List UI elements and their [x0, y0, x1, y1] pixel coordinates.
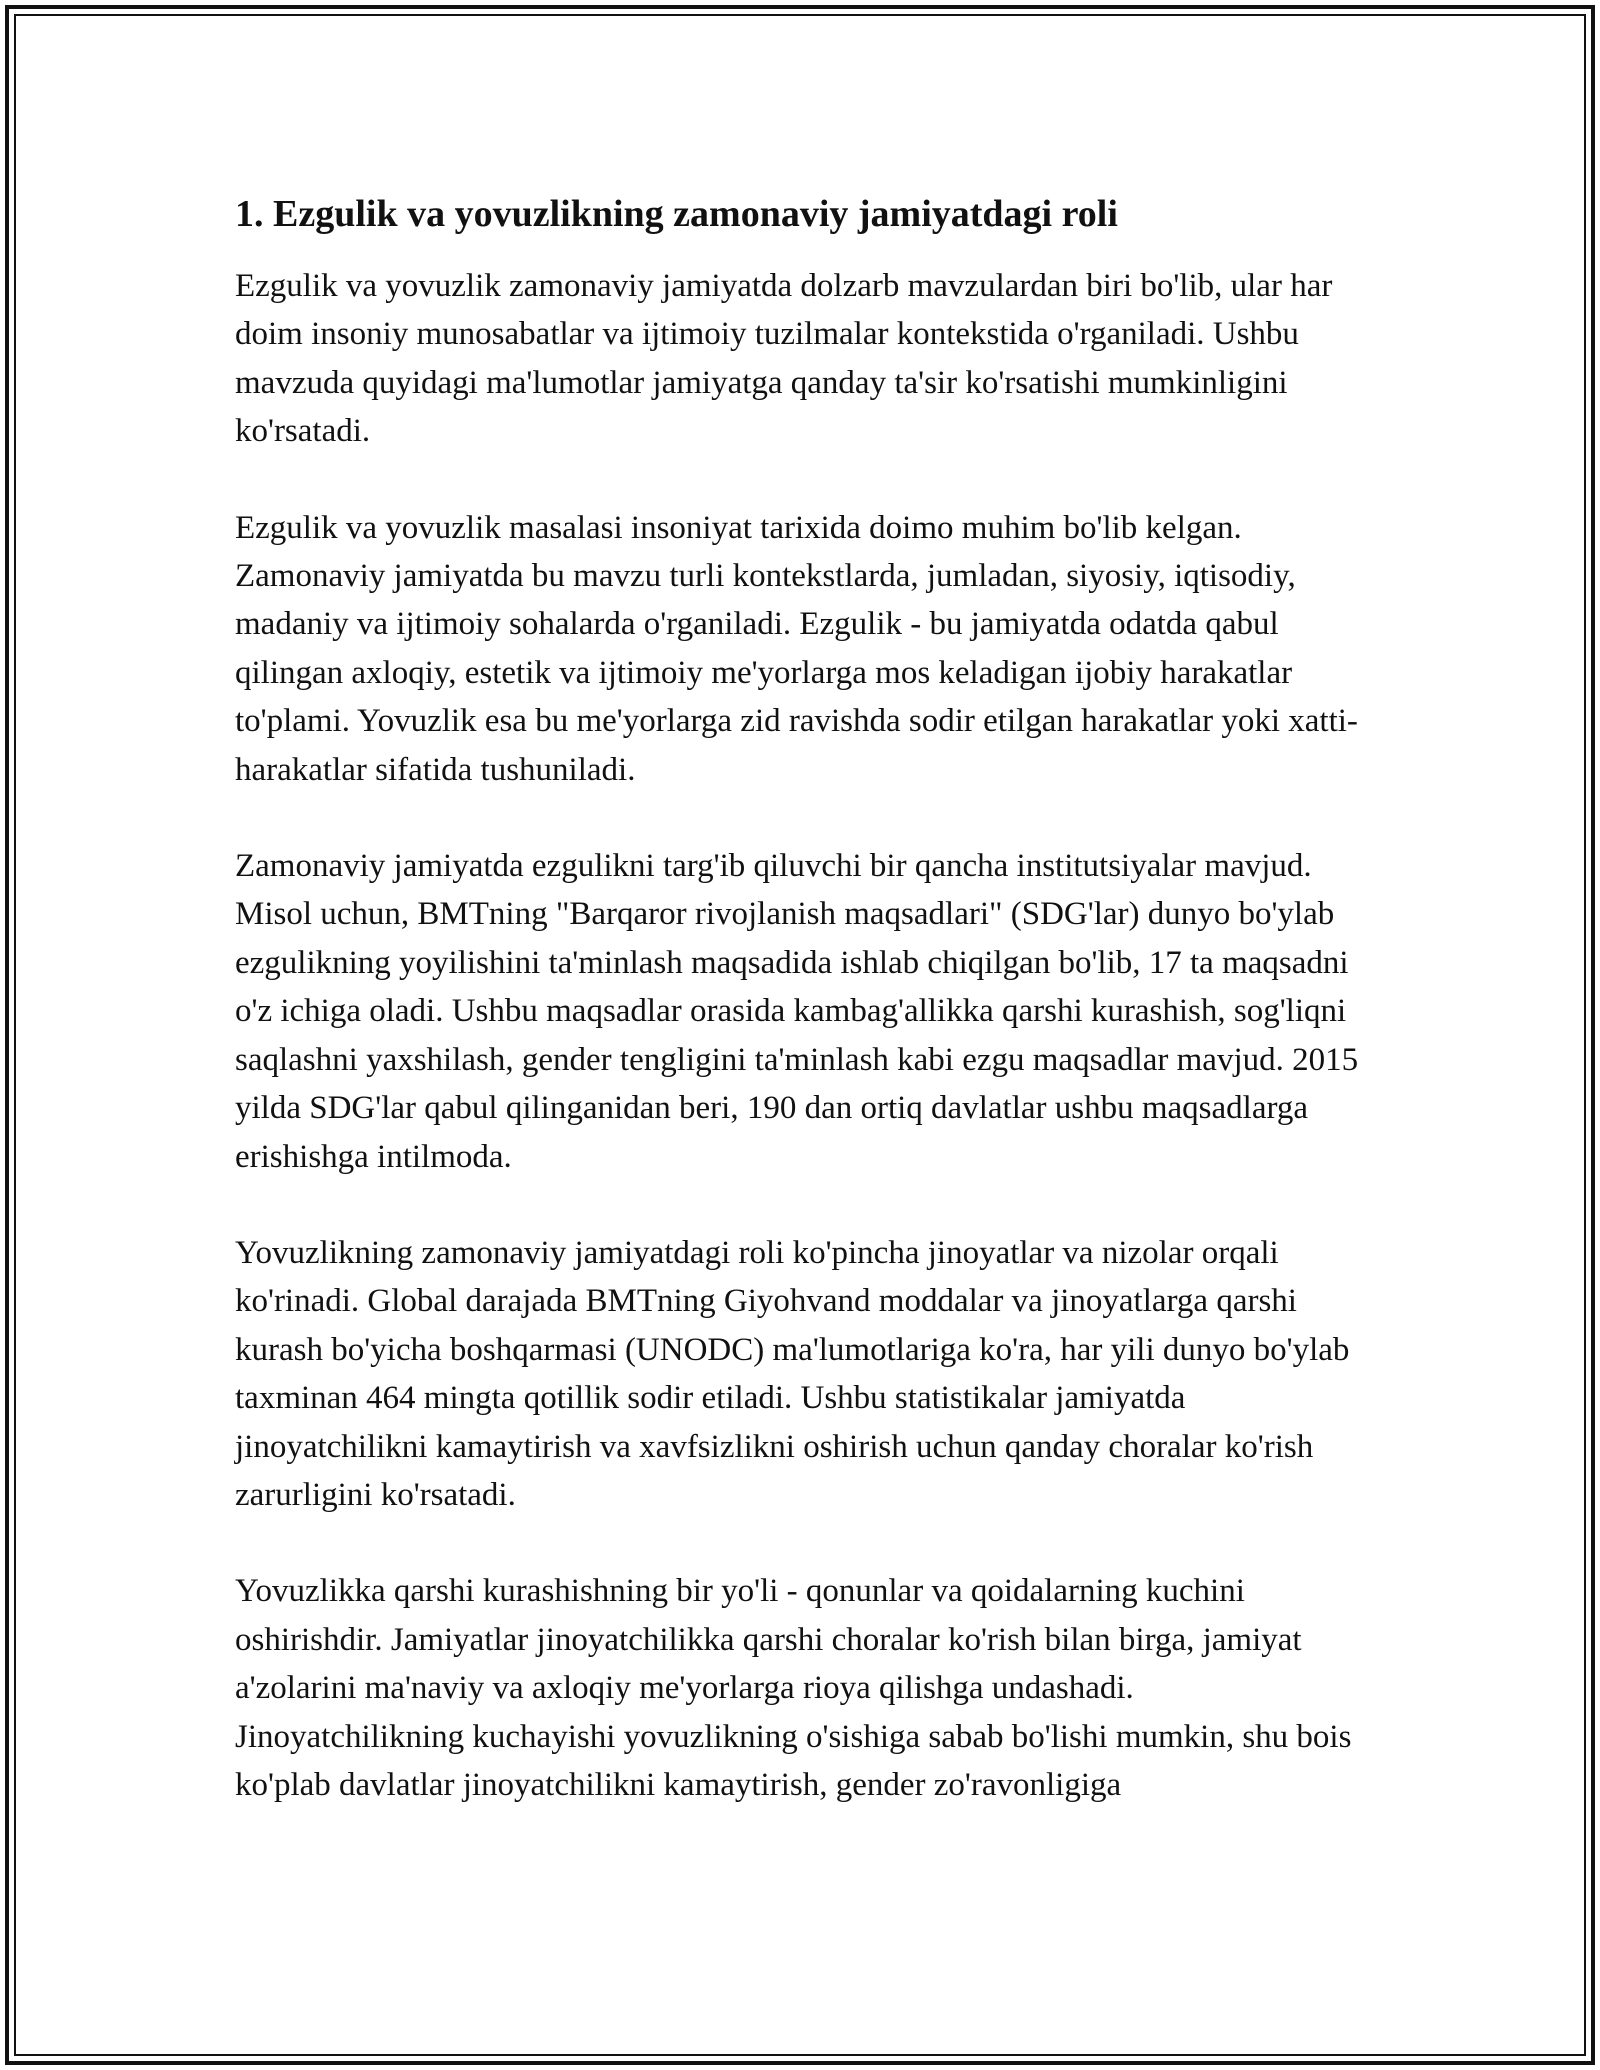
paragraph-5: Yovuzlikka qarshi kurashishning bir yo'li - qonunlar va qoidalarning kuchini oshirishdir. Jamiyatlar jinoyatchilikka qarshi choralar ko'rish bilan birga, jamiyat a'zolarini ma'naviy va axloqiy me'yorlarga rioya qilishga undashadi. Jinoyatchilikning kuchayishi yovuzlikning o'sishiga sabab bo'lishi mumkin, shu bois ko'plab davlatlar jinoyatchilikni kamaytirish, gender zo'ravonligiga: [235, 1573, 1352, 1803]
paragraph-4: Yovuzlikning zamonaviy jamiyatdagi roli ko'pincha jinoyatlar va nizolar orqali ko'rinadi. Global darajada BMTning Giyohvand moddalar va jinoyatlarga qarshi kurash bo'yicha boshqarmasi (UNODC) ma'lumotlariga ko'ra, har yili dunyo bo'ylab taxminan 464 mingta qotillik sodir etiladi. Ushbu statistikalar jamiyatda jinoyatchilikni kamaytirish va xavfsizlikni oshirish uchun qanday choralar ko'rish zarurligini ko'rsatadi.: [235, 1234, 1350, 1513]
document-body: [235, 188, 1370, 1857]
section-heading: 1. Ezgulik va yovuzlikning zamonaviy jamiyatdagi roli: [235, 193, 1118, 235]
paragraph-2: Ezgulik va yovuzlik masalasi insoniyat tarixida doimo muhim bo'lib kelgan. Zamonaviy jamiyatda bu mavzu turli kontekstlarda, jumladan, siyosiy, iqtisodiy, madaniy va ijtimoiy sohalarda o'rganiladi. Ezgulik - bu jamiyatda odatda qabul qilingan axloqiy, estetik va ijtimoiy me'yorlarga mos keladigan ijobiy harakatlar to'plami. Yovuzlik esa bu me'yorlarga zid ravishda sodir etilgan harakatlar yoki xatti-harakatlar sifatida tushuniladi.: [235, 509, 1358, 788]
paragraph-3: Zamonaviy jamiyatda ezgulikni targ'ib qiluvchi bir qancha institutsiyalar mavjud. Misol uchun, BMTning "Barqaror rivojlanish maqsadlari" (SDG'lar) dunyo bo'ylab ezgulikning yoyilishini ta'minlash maqsadida ishlab chiqilgan bo'lib, 17 ta maqsadni o'z ichiga oladi. Ushbu maqsadlar orasida kambag'allikka qarshi kurashish, sog'liqni saqlashni yaxshilash, gender tengligini ta'minlash kabi ezgu maqsadlar mavjud. 2015 yilda SDG'lar qabul qilinganidan beri, 190 dan ortiq davlatlar ushbu maqsadlarga erishishga intilmoda.: [235, 848, 1359, 1175]
paragraph-1: Ezgulik va yovuzlik zamonaviy jamiyatda dolzarb mavzulardan biri bo'lib, ular har doim insoniy munosabatlar va ijtimoiy tuzilmalar kontekstida o'rganiladi. Ushbu mavzuda quyidagi ma'lumotlar jamiyatga qanday ta'sir ko'rsatishi mumkinligini ko'rsatadi.: [235, 268, 1333, 450]
